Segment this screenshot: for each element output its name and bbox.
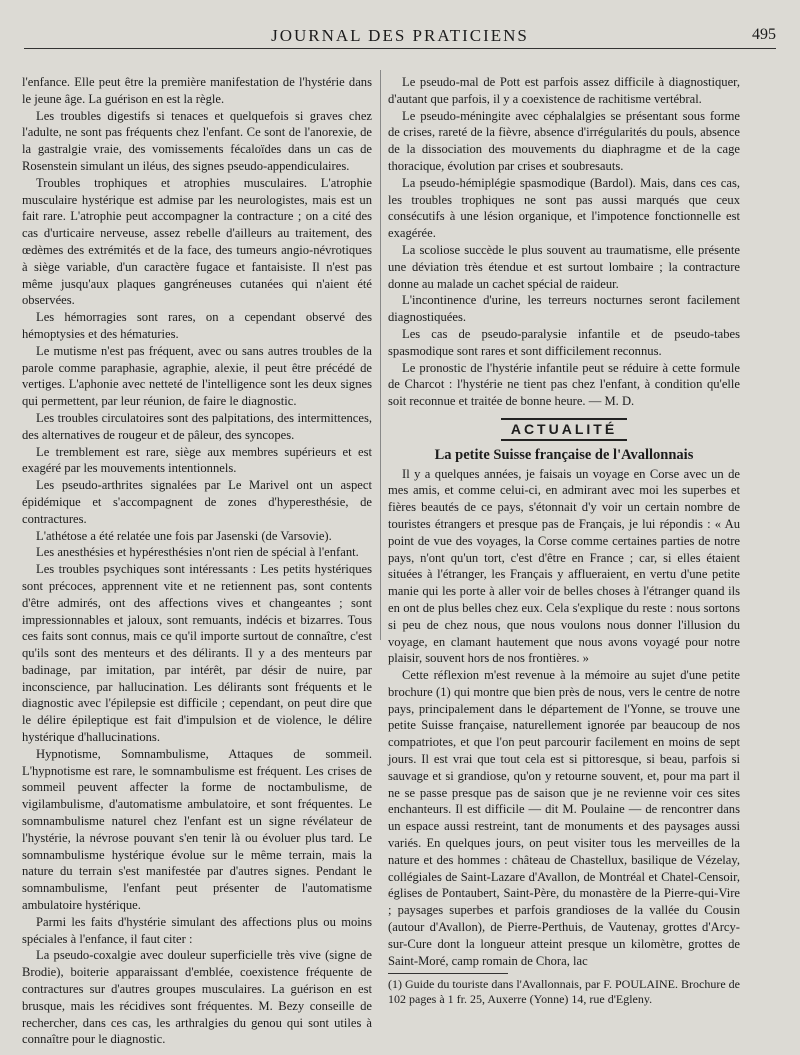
paragraph: Le pseudo-mal de Pott est parfois assez difficile à diagnostiquer, d'autant que parfois, il y a coexistence de rachitisme vertébral. <box>388 75 740 106</box>
paragraph: Le tremblement est rare, siège aux membres supérieurs et est exagéré par les mouvements intentionnels. <box>22 444 372 476</box>
paragraph: Le pseudo-méningite avec céphalalgies se présentant sous forme de crises, rareté de la fièvre, absence d'irrégularités du pouls, absence de la dissociation des mouvements du diaphragme et de la cage thoracique, évolution par crises et soubresauts. <box>388 108 740 173</box>
footnote: (1) Guide du touriste dans l'Avallonnais, par F. POULAINE. Brochure de 102 pages à 1 fr. 25, Auxerre (Yonne) 14, rue d'Egleny. <box>388 977 740 1007</box>
paragraph: Les hémorragies sont rares, on a cependant observé des hémoptysies et des hématuries. <box>22 310 372 341</box>
journal-title: JOURNAL DES PRATICIENS <box>271 26 529 45</box>
paragraph: l'enfance. Elle peut être la première manifestation de l'hystérie dans le jeune âge. La guérison en est la règle. <box>22 75 372 106</box>
paragraph: Le pronostic de l'hystérie infantile peut se réduire à cette formule de Charcot : l'hystérie ne tient pas chez l'enfant, à condition qu'elle soit reconnue et traitée de bonne heure. — M. D. <box>388 360 740 409</box>
section-title: ACTUALITÉ <box>501 418 627 441</box>
paragraph: Le mutisme n'est pas fréquent, avec ou sans autres troubles de la parole comme paraphasie, agraphie, alexie, il peut être précédé de vertiges. L'aphonie avec netteté de l'intelligence sont les deux signes qui permettent, par leur réunion, de faire le diagnostic. <box>22 343 372 409</box>
article-title: La petite Suisse française de l'Avallonnais <box>434 446 694 463</box>
column-divider <box>380 70 381 640</box>
paragraph: Parmi les faits d'hystérie simulant des affections plus ou moins spéciales à l'enfance, il faut citer : <box>22 914 372 946</box>
paragraph: L'incontinence d'urine, les terreurs nocturnes seront facilement diagnostiquées. <box>388 293 740 325</box>
paragraph: Hypnotisme, Somnambulisme, Attaques de sommeil. L'hypnotisme est rare, le somnambulisme est fréquent. Les crises de sommeil peuvent affecter la forme de noctambulisme, de vigilambulisme, d'automatisme ambulatoire, et sont fréquentes. Le somnambulisme naturel chez l'enfant est un signe révélateur de l'hystérie, la névrose pouvant s'en tenir là ou évoluer plus tard. Le somnambulisme hystérique évolue sur le même terrain, mais la nature du terrain s'est manifestée par d'autres signes. Pendant le somnambulisme, l'enfant peut présenter de l'automatisme ambulatoire hystérique. <box>22 746 372 913</box>
right-column <box>388 74 740 1007</box>
paragraph: Les anesthésies et hypéresthésies n'ont rien de spécial à l'enfant. <box>36 545 359 560</box>
paragraph: Il y a quelques années, je faisais un voyage en Corse avec un de mes amis, et comme celui-ci, en admirant avec moi les superbes et fières beautés de ce pays, s'étonnait d'y voir un certain nombre de touristes étrangers et presque pas de Français, je lui répondis : « Au point de vue des voyages, la Corse comme certaines parties de notre pays, n'ont qu'un tort, c'est d'être en France ; car, si elles étaient situées à l'étranger, les Français y afflueraient, en vertu d'une petite manie qui les porte à aller voir de belles choses à l'étranger quand ils en ont de plus belles chez eux. Cela s'explique du reste : nous sortons si peu de chez nous, que nous voulons nous donner l'illusion du voyage, en clamant hautement que nous avons voyagé pour notre plaisir, souvent hors de nos frontières. » <box>388 466 740 666</box>
paragraph: Troubles trophiques et atrophies musculaires. L'atrophie musculaire hystérique est admise par les neurologistes, mais est un fait rare. L'atrophie peut accompagner la contracture ; on a cité des cas d'urticaire nerveuse, assez rebelle d'ailleurs au traitement, des œdèmes des extrémités et de la face, des tumeurs angio-névrotiques à siège variable, d'un caractère fugace et fantaisiste. Il n'est pas même jusqu'aux plaques gangréneuses cutanées qui n'aient été observées. <box>22 175 372 308</box>
paragraph: La pseudo-hémiplégie spasmodique (Bardol). Mais, dans ces cas, les troubles trophiques ne sont pas aussi marqués que ceux consécutifs à une lésion organique, et l'impotence fonctionnelle est exagérée. <box>388 175 740 241</box>
paragraph: La pseudo-coxalgie avec douleur superficielle très vive (signe de Brodie), boiterie apparaissant d'emblée, coexistence fréquente de contractures sur d'autres groupes musculaires. La guérison en est brusque, mais les récidives sont fréquentes. M. Bezy conseille de rechercher, dans ces cas, les arthralgies du genou qui sont utiles à connaître pour le diagnostic. <box>22 948 372 1047</box>
running-head <box>24 26 776 49</box>
paragraph: Les troubles psychiques sont intéressants : Les petits hystériques sont précoces, apprennent vite et ne retiennent pas, sont contents d'être admirés, ont des affections vives et changeantes ; sont impressionnables et jaloux, sont remuants, indécis et bizarres. Tous ces faits sont connus, mais ce qu'il importe surtout de connaître, c'est qu'ils sont des menteurs et des délirants. Il y a des menteurs par badinage, par imitation, par intérêt, par désir de nuire, par inconscience, par hallucination. Les délirants sont fréquents et le diagnostic avec l'épilepsie est difficile ; cependant, on peut dire que le délire épileptique est fait d'impulsion et de violence, le délire hystérique d'hallucinations. <box>22 562 372 745</box>
footnote-rule <box>388 973 508 974</box>
page-number: 495 <box>752 26 776 43</box>
paragraph: Les pseudo-arthrites signalées par Le Marivel ont un aspect épidémique et s'accompagnent de zones d'hyperesthésie, de contractures. <box>22 478 372 526</box>
paragraph: Les troubles digestifs si tenaces et quelquefois si graves chez l'adulte, ne sont pas fréquents chez l'enfant. Ce sont de l'anorexie, de la gastralgie vraie, des vomissements fécaloïdes dans un cas de Rosenstein simulant un iléus, des signes pseudo-appendiculaires. <box>22 108 372 173</box>
left-column <box>22 74 372 1048</box>
paragraph: La scoliose succède le plus souvent au traumatisme, elle présente une déviation très étendue et est surtout lombaire ; la contracture donne au malade un cachet spécial de raideur. <box>388 242 740 291</box>
paragraph: L'athétose a été relatée une fois par Jasenski (de Varsovie). <box>36 528 332 543</box>
paragraph: Les troubles circulatoires sont des palpitations, des intermittences, des alternatives de rougeur et de pâleur, des syncopes. <box>22 410 372 442</box>
section-heading <box>388 418 740 441</box>
paragraph: Cette réflexion m'est revenue à la mémoire au sujet d'une petite brochure (1) qui montre que bien près de nous, vers le centre de notre pays, principalement dans le département de l'Yonne, se trouve une petite Suisse française, naturellement ignorée par beaucoup de nos compatriotes, et que l'on peut parcourir facilement en moins de sept jours. Il est vrai que tout cela est si pittoresque, si beau, parfois si sauvage et si grandiose, qu'on y retourne souvent, et, pour ma part il ne se passe presque pas de saison que je ne revienne voir ces sites enchanteurs. Il est difficile — dit M. Poulaine — de rencontrer dans un espace aussi restreint, tant de monuments et des paysages aussi variés. En quelques jours, on peut visiter tous les merveilles de la nature et des hommes : château de Chastellux, basilique de Vézelay, collégiales de Saint-Lazare d'Avallon, de Montréal et Chatel-Censoir, églises de Pontaubert, Saint-Père, du monastère de la Pierre-qui-Vire ; paysages superbes et parfois grandioses de la vallée du Cousin (autour d'Avallon), de Pierre-Perthuis, de Vautenay, grottes d'Arcy-sur-Cure dont la longueur atteint presque un kilomètre, grottes de Saint-Moré, camp romain de Chora, lac <box>388 668 740 968</box>
paragraph: Les cas de pseudo-paralysie infantile et de pseudo-tabes spasmodique sont rares et sont difficilement reconnus. <box>388 326 740 358</box>
